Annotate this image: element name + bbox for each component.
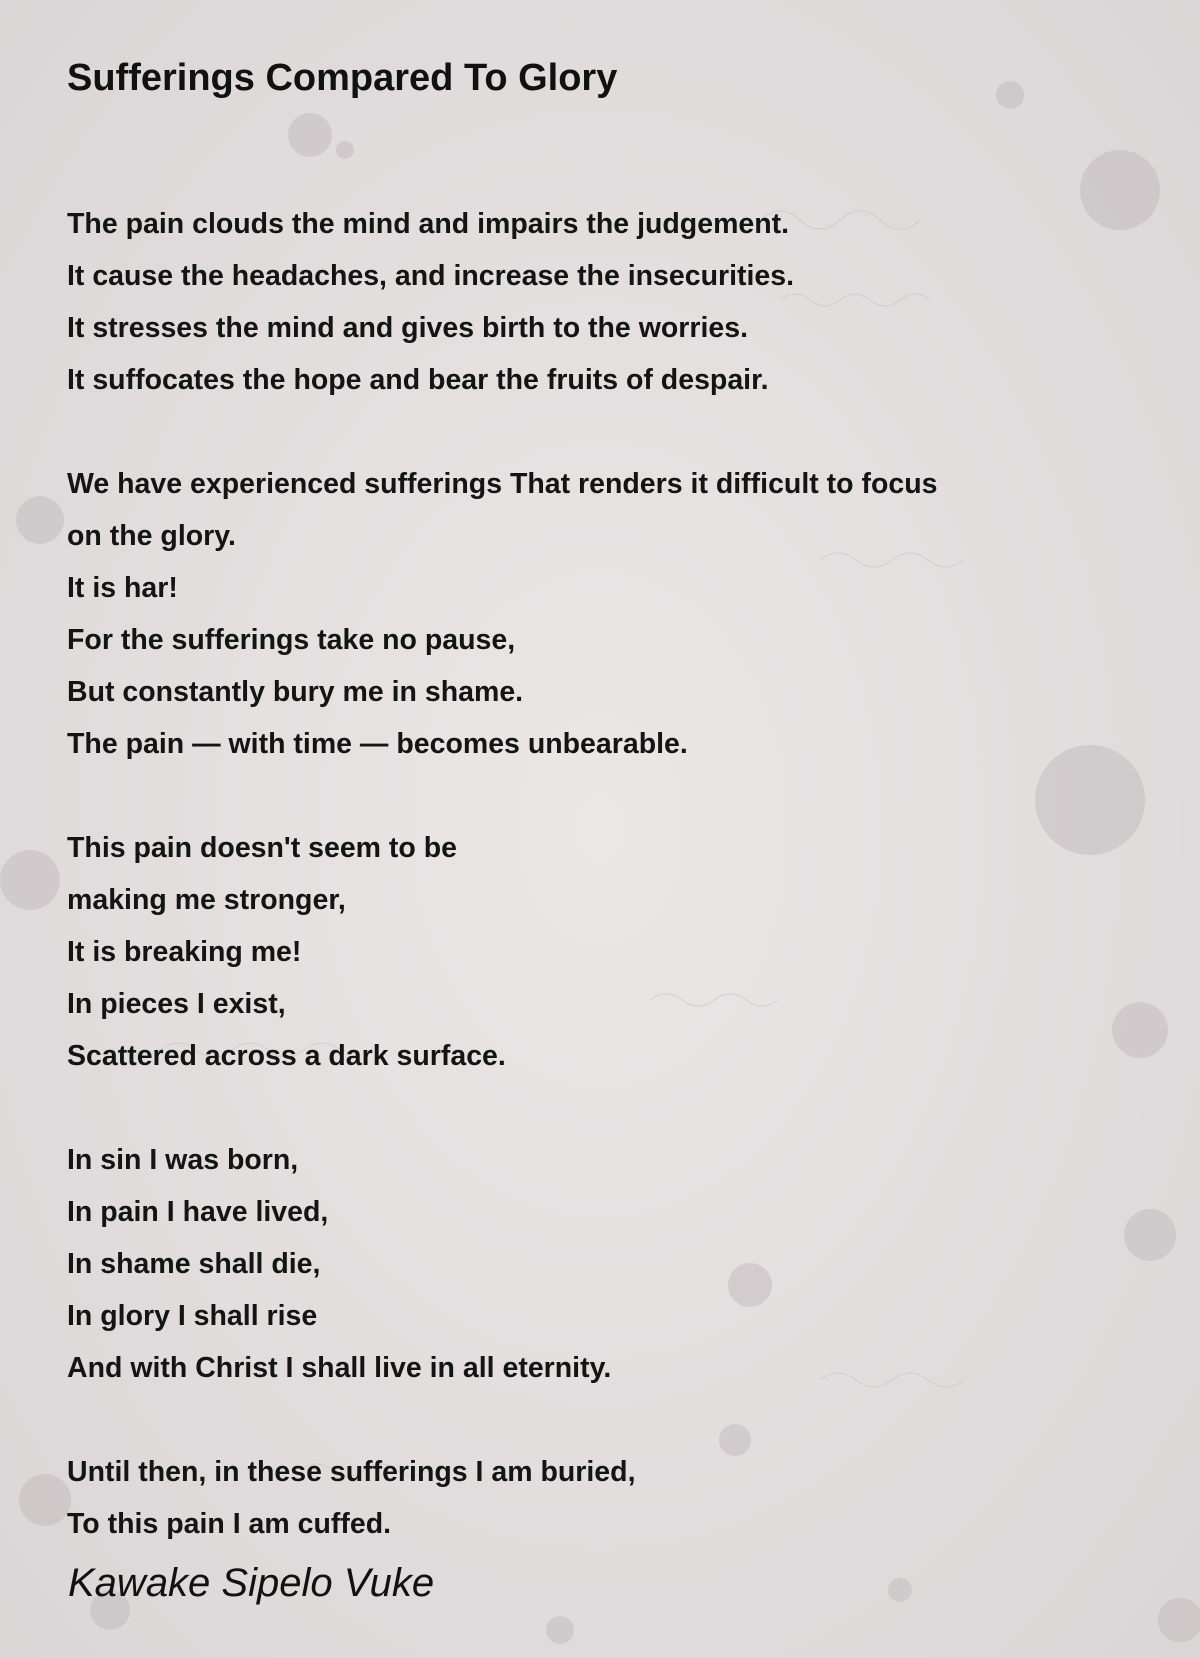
stanza (67, 822, 1147, 1082)
poem-title: Sufferings Compared To Glory (67, 57, 618, 99)
poem-body (67, 198, 1147, 1550)
poem-line: The pain — with time — becomes unbearable. (67, 728, 688, 760)
poem-line: Until then, in these sufferings I am buried, (67, 1456, 636, 1488)
poem-line: We have experienced sufferings That renders it difficult to focus (67, 468, 938, 500)
poem-line: But constantly bury me in shame. (67, 676, 524, 708)
poem-line: In pain I have lived, (67, 1196, 329, 1228)
poem-line: In shame shall die, (67, 1248, 321, 1280)
stanza (67, 1134, 1147, 1394)
poem-content (67, 50, 1147, 1550)
poem-line: It cause the headaches, and increase the insecurities. (67, 260, 795, 292)
poem-line: For the sufferings take no pause, (67, 624, 516, 656)
poem-line: making me stronger, (67, 884, 346, 916)
stanza (67, 1446, 1147, 1550)
stanza (67, 458, 1147, 770)
poem-line: The pain clouds the mind and impairs the judgement. (67, 208, 790, 240)
stanza (67, 198, 1147, 406)
poem-line: It is har! (67, 572, 178, 604)
poem-line: In pieces I exist, (67, 988, 286, 1020)
poem-line: And with Christ I shall live in all eternity. (67, 1352, 612, 1384)
poem-line: It is breaking me! (67, 936, 302, 968)
poem-line: on the glory. (67, 520, 236, 552)
poem-line: This pain doesn't seem to be (67, 832, 458, 864)
poem-line: It suffocates the hope and bear the fruits of despair. (67, 364, 769, 396)
poem-line: In sin I was born, (67, 1144, 299, 1176)
poem-line: It stresses the mind and gives birth to the worries. (67, 312, 748, 344)
poem-line: To this pain I am cuffed. (67, 1508, 392, 1540)
poem-author: Kawake Sipelo Vuke (68, 1561, 435, 1605)
poem-line: In glory I shall rise (67, 1300, 318, 1332)
poem-line: Scattered across a dark surface. (67, 1040, 506, 1072)
